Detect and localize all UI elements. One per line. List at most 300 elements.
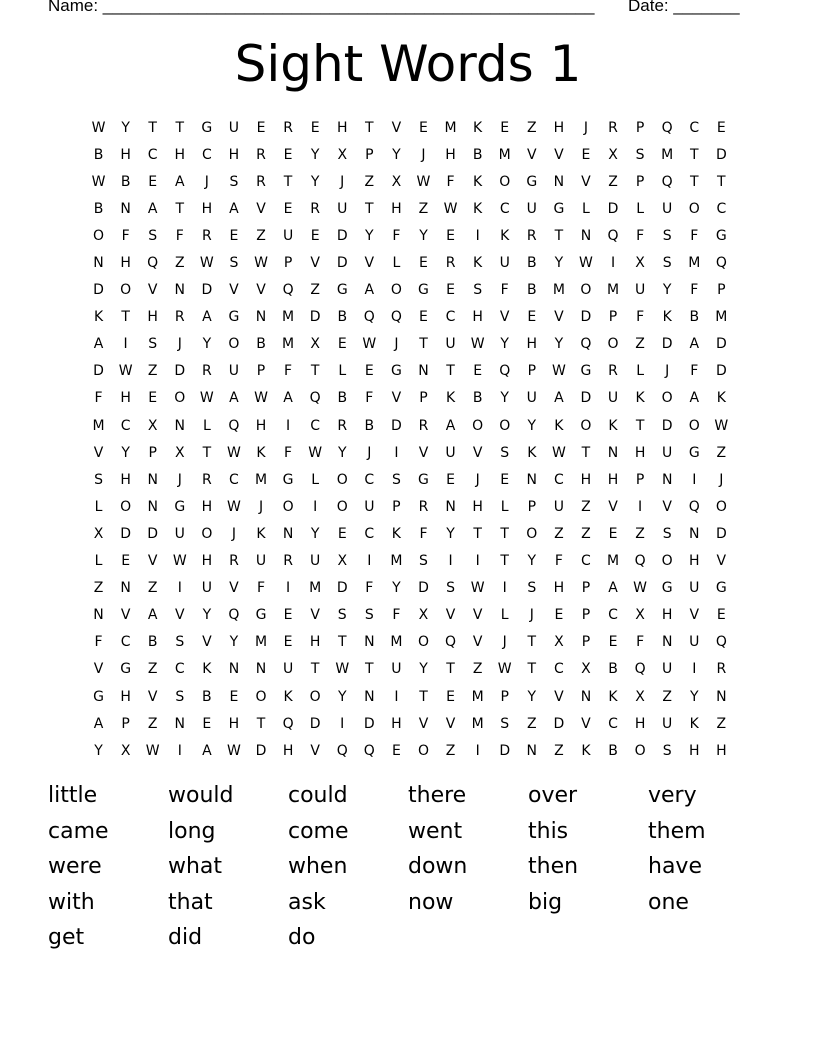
grid-letter: S: [662, 525, 672, 542]
grid-letter: T: [419, 336, 428, 353]
grid-letter: Y: [229, 634, 239, 651]
grid-letter: O: [688, 200, 700, 217]
grid-letter: T: [148, 119, 157, 136]
word-list-item: when: [288, 854, 348, 879]
grid-letter: O: [607, 336, 619, 353]
grid-letter: U: [634, 282, 646, 299]
grid-letter: H: [282, 742, 294, 759]
grid-letter: T: [365, 200, 374, 217]
grid-letter: W: [470, 580, 485, 597]
word-list-item: with: [48, 889, 95, 915]
grid-letter: Q: [688, 498, 700, 515]
word-list-item: down: [408, 854, 468, 879]
grid-letter: T: [310, 363, 320, 380]
grid-letter: T: [689, 173, 699, 190]
grid-letter: Y: [446, 525, 455, 542]
grid-letter: R: [418, 417, 429, 434]
grid-letter: E: [554, 607, 564, 624]
grid-letter: M: [390, 634, 403, 651]
grid-letter: R: [256, 173, 266, 190]
grid-letter: N: [228, 661, 240, 678]
grid-letter: Z: [662, 688, 672, 705]
grid-letter: I: [475, 742, 480, 759]
grid-letter: B: [147, 634, 158, 651]
grid-letter: C: [201, 146, 212, 163]
grid-letter: A: [229, 390, 239, 407]
grid-letter: H: [634, 444, 646, 461]
grid-letter: H: [201, 200, 213, 217]
grid-letter: H: [120, 471, 131, 488]
grid-letter: M: [661, 146, 674, 163]
grid-letter: U: [364, 498, 375, 515]
grid-letter: O: [309, 688, 321, 705]
grid-letter: O: [282, 498, 294, 515]
grid-letter: N: [120, 200, 131, 217]
grid-letter: V: [554, 146, 564, 163]
grid-letter: Q: [282, 715, 294, 732]
word-list-item: over: [528, 783, 578, 808]
grid-letter: S: [175, 634, 185, 651]
grid-letter: V: [716, 553, 727, 570]
grid-letter: E: [202, 715, 212, 732]
grid-letter: E: [419, 119, 428, 136]
grid-letter: V: [554, 309, 564, 326]
grid-letter: O: [580, 417, 592, 434]
grid-letter: F: [419, 525, 428, 542]
grid-letter: E: [716, 119, 726, 136]
grid-letter: J: [177, 471, 182, 488]
grid-letter: Y: [121, 119, 130, 136]
grid-letter: T: [337, 634, 347, 651]
grid-letter: O: [661, 390, 673, 407]
grid-letter: V: [120, 607, 131, 624]
grid-letter: J: [204, 173, 209, 190]
grid-letter: K: [554, 417, 564, 434]
grid-letter: H: [201, 498, 213, 515]
grid-letter: Z: [147, 715, 158, 732]
grid-letter: M: [282, 309, 295, 326]
grid-letter: C: [120, 634, 131, 651]
grid-row: [85, 114, 735, 141]
grid-letter: B: [472, 390, 483, 407]
grid-letter: G: [255, 607, 267, 624]
grid-letter: F: [636, 634, 645, 651]
grid-letter: V: [174, 607, 185, 624]
grid-letter: B: [526, 282, 537, 299]
grid-letter: D: [93, 282, 104, 299]
grid-letter: W: [91, 119, 106, 136]
grid-letter: P: [256, 363, 266, 380]
word-list-item: there: [408, 783, 467, 808]
grid-letter: V: [472, 444, 483, 461]
grid-letter: E: [608, 525, 618, 542]
grid-letter: V: [229, 282, 239, 299]
grid-letter: U: [662, 715, 673, 732]
word-list-item: do: [288, 925, 316, 950]
grid-letter: V: [364, 255, 375, 272]
grid-letter: O: [228, 336, 240, 353]
grid-letter: I: [502, 580, 507, 597]
grid-letter: M: [471, 715, 484, 732]
grid-letter: D: [580, 309, 592, 326]
grid-letter: D: [661, 417, 673, 434]
grid-letter: W: [254, 255, 268, 272]
grid-letter: S: [94, 471, 103, 488]
grid-letter: T: [527, 634, 537, 651]
grid-letter: Y: [662, 282, 672, 299]
word-list-item: then: [528, 854, 579, 879]
grid-letter: P: [283, 255, 293, 272]
grid-letter: Z: [581, 525, 591, 542]
grid-letter: R: [445, 255, 456, 272]
grid-letter: Y: [527, 553, 537, 570]
grid-letter: P: [717, 282, 726, 299]
grid-letter: V: [391, 390, 402, 407]
grid-letter: S: [662, 742, 672, 759]
grid-letter: Z: [364, 173, 375, 190]
word-list-item: long: [168, 818, 216, 844]
grid-letter: V: [662, 498, 672, 515]
grid-letter: G: [390, 363, 402, 380]
grid-letter: P: [581, 580, 591, 597]
grid-letter: T: [121, 309, 130, 326]
grid-letter: J: [340, 173, 345, 190]
grid-letter: C: [716, 200, 727, 217]
grid-letter: V: [499, 309, 510, 326]
grid-letter: R: [229, 553, 239, 570]
grid-letter: T: [554, 227, 564, 244]
grid-letter: E: [581, 146, 591, 163]
grid-letter: W: [633, 580, 648, 597]
grid-letter: J: [421, 146, 426, 163]
grid-letter: H: [688, 553, 700, 570]
grid-letter: I: [286, 417, 291, 434]
grid-letter: X: [581, 661, 591, 678]
grid-row: [85, 358, 735, 385]
grid-letter: J: [719, 471, 724, 488]
word-list-item: this: [528, 818, 569, 844]
grid-letter: H: [336, 119, 348, 136]
grid-letter: D: [661, 336, 673, 353]
grid-row: [85, 683, 735, 710]
grid-letter: E: [446, 227, 455, 244]
grid-letter: H: [445, 146, 456, 163]
grid-letter: Z: [526, 119, 537, 136]
grid-letter: E: [148, 390, 158, 407]
grid-letter: A: [93, 715, 104, 732]
grid-letter: R: [256, 146, 266, 163]
grid-letter: A: [283, 390, 293, 407]
grid-letter: U: [662, 200, 673, 217]
grid-letter: A: [174, 173, 185, 190]
grid-letter: H: [391, 715, 402, 732]
word-list-item: ask: [288, 889, 326, 915]
grid-letter: S: [148, 336, 158, 353]
grid-letter: F: [500, 282, 509, 299]
grid-letter: V: [608, 498, 618, 515]
grid-row: [85, 439, 735, 466]
grid-letter: E: [256, 119, 266, 136]
grid-letter: D: [715, 363, 727, 380]
grid-letter: Z: [554, 742, 564, 759]
grid-letter: G: [282, 471, 294, 488]
grid-letter: S: [391, 471, 401, 488]
grid-letter: U: [174, 525, 185, 542]
grid-letter: Q: [363, 309, 375, 326]
grid-letter: L: [500, 498, 509, 515]
grid-letter: D: [607, 200, 619, 217]
grid-letter: R: [201, 471, 212, 488]
grid-letter: E: [283, 146, 293, 163]
grid-letter: K: [473, 200, 483, 217]
grid-letter: Y: [527, 688, 537, 705]
word-list-item: what: [168, 854, 223, 879]
grid-letter: E: [229, 227, 239, 244]
grid-letter: C: [581, 553, 591, 570]
grid-letter: E: [310, 227, 320, 244]
grid-letter: X: [554, 634, 564, 651]
grid-letter: Q: [661, 119, 673, 136]
grid-letter: O: [526, 525, 538, 542]
grid-letter: S: [229, 173, 239, 190]
grid-letter: W: [227, 444, 241, 461]
grid-letter: P: [635, 173, 645, 190]
grid-letter: O: [120, 282, 132, 299]
grid-letter: E: [229, 688, 239, 705]
grid-letter: F: [392, 607, 401, 624]
grid-letter: H: [526, 336, 538, 353]
grid-letter: G: [120, 661, 132, 678]
grid-letter: W: [227, 498, 241, 515]
grid-letter: O: [499, 173, 511, 190]
grid-letter: Y: [392, 146, 401, 163]
grid-letter: P: [500, 688, 509, 705]
grid-letter: N: [661, 634, 673, 651]
name-field-line: Name: ____________________________________________________: [48, 0, 595, 15]
grid-letter: H: [688, 742, 700, 759]
grid-letter: W: [714, 417, 729, 434]
grid-letter: T: [717, 173, 726, 190]
grid-letter: H: [553, 119, 565, 136]
grid-letter: J: [529, 607, 534, 624]
grid-letter: Y: [310, 525, 320, 542]
grid-letter: N: [282, 525, 294, 542]
grid-letter: S: [337, 607, 347, 624]
grid-letter: P: [581, 634, 591, 651]
grid-letter: N: [255, 309, 267, 326]
grid-letter: V: [229, 580, 239, 597]
word-list-item: have: [648, 854, 702, 879]
grid-letter: J: [177, 336, 182, 353]
grid-letter: V: [445, 607, 456, 624]
grid-letter: V: [147, 282, 158, 299]
grid-letter: O: [634, 742, 646, 759]
grid-letter: V: [418, 444, 429, 461]
grid-letter: Z: [716, 444, 727, 461]
grid-letter: Y: [202, 336, 212, 353]
grid-letter: F: [636, 309, 645, 326]
grid-letter: T: [500, 525, 509, 542]
grid-letter: W: [579, 255, 593, 272]
grid-letter: T: [689, 146, 699, 163]
grid-row: [85, 493, 735, 520]
grid-letter: F: [690, 282, 699, 299]
grid-letter: M: [254, 634, 268, 651]
grid-letter: L: [338, 363, 347, 380]
grid-letter: R: [174, 309, 185, 326]
grid-letter: D: [580, 390, 592, 407]
grid-letter: Z: [581, 498, 591, 515]
grid-letter: P: [527, 363, 537, 380]
grid-letter: K: [93, 309, 104, 326]
grid-letter: S: [419, 553, 428, 570]
grid-letter: K: [581, 742, 591, 759]
grid-letter: T: [527, 661, 537, 678]
grid-letter: M: [444, 119, 457, 136]
grid-letter: X: [608, 146, 618, 163]
grid-letter: A: [445, 417, 456, 434]
grid-letter: Y: [337, 444, 347, 461]
grid-letter: H: [391, 200, 402, 217]
grid-letter: Q: [715, 255, 727, 272]
word-list-item: would: [168, 783, 234, 808]
grid-letter: B: [93, 200, 104, 217]
grid-letter: K: [689, 715, 699, 732]
grid-letter: A: [689, 336, 700, 353]
grid-letter: U: [310, 553, 321, 570]
grid-letter: D: [174, 363, 186, 380]
grid-row: [85, 249, 735, 276]
grid-letter: G: [418, 471, 429, 488]
grid-letter: O: [336, 471, 348, 488]
grid-letter: H: [201, 553, 213, 570]
grid-letter: E: [121, 553, 131, 570]
grid-row: [85, 466, 735, 493]
grid-letter: P: [365, 146, 374, 163]
grid-letter: T: [175, 119, 185, 136]
grid-letter: T: [446, 363, 455, 380]
grid-letter: Q: [390, 309, 402, 326]
grid-letter: V: [581, 173, 591, 190]
grid-letter: Y: [392, 580, 401, 597]
grid-letter: E: [148, 173, 158, 190]
grid-letter: Z: [174, 255, 185, 272]
grid-letter: Z: [147, 580, 158, 597]
grid-letter: E: [283, 607, 293, 624]
grid-letter: U: [282, 227, 294, 244]
grid-letter: K: [473, 173, 483, 190]
grid-letter: R: [337, 417, 348, 434]
grid-letter: S: [364, 607, 374, 624]
grid-letter: U: [526, 390, 537, 407]
grid-letter: Q: [607, 227, 619, 244]
grid-letter: W: [443, 200, 458, 217]
grid-letter: S: [527, 580, 537, 597]
grid-letter: Q: [309, 390, 321, 407]
grid-letter: B: [608, 661, 618, 678]
grid-letter: I: [177, 580, 182, 597]
grid-letter: A: [147, 200, 158, 217]
grid-letter: E: [716, 607, 726, 624]
grid-letter: G: [715, 580, 727, 597]
grid-letter: W: [416, 173, 431, 190]
grid-letter: E: [419, 309, 428, 326]
grid-letter: E: [283, 634, 293, 651]
grid-letter: C: [147, 146, 158, 163]
grid-letter: K: [635, 390, 645, 407]
grid-letter: Z: [526, 715, 537, 732]
word-list-item: could: [288, 783, 348, 808]
grid-letter: G: [336, 282, 348, 299]
grid-letter: N: [364, 634, 375, 651]
grid-letter: O: [472, 417, 484, 434]
grid-letter: Z: [418, 200, 429, 217]
word-list-item: now: [408, 889, 454, 915]
grid-letter: S: [473, 282, 483, 299]
grid-letter: V: [554, 688, 564, 705]
grid-letter: J: [475, 471, 480, 488]
grid-letter: N: [174, 417, 186, 434]
grid-letter: U: [228, 119, 240, 136]
grid-row: [85, 277, 735, 304]
grid-letter: S: [446, 580, 455, 597]
grid-letter: X: [337, 553, 348, 570]
grid-letter: H: [634, 715, 646, 732]
page-title: Sight Words 1: [234, 35, 582, 93]
grid-letter: O: [580, 282, 592, 299]
grid-letter: G: [580, 363, 592, 380]
grid-letter: H: [120, 390, 131, 407]
grid-letter: D: [120, 525, 131, 542]
grid-letter: D: [336, 580, 348, 597]
grid-letter: O: [120, 498, 132, 515]
grid-letter: E: [527, 309, 537, 326]
grid-row: [85, 656, 735, 683]
grid-letter: U: [201, 580, 212, 597]
grid-letter: F: [365, 580, 374, 597]
word-search-grid: [85, 114, 735, 764]
grid-letter: N: [445, 498, 456, 515]
grid-letter: I: [610, 255, 616, 272]
grid-letter: W: [497, 661, 512, 678]
grid-letter: M: [92, 417, 105, 434]
grid-letter: X: [391, 173, 402, 190]
grid-letter: W: [227, 742, 241, 759]
grid-letter: V: [310, 255, 320, 272]
grid-letter: A: [229, 200, 239, 217]
grid-letter: F: [94, 390, 103, 407]
grid-letter: F: [256, 580, 266, 597]
grid-letter: Y: [202, 607, 212, 624]
grid-letter: W: [551, 363, 566, 380]
grid-letter: V: [147, 688, 158, 705]
grid-letter: B: [120, 173, 131, 190]
grid-letter: F: [636, 227, 645, 244]
grid-letter: J: [394, 336, 399, 353]
grid-letter: X: [337, 146, 348, 163]
grid-letter: T: [175, 200, 185, 217]
grid-letter: I: [475, 227, 480, 244]
grid-letter: P: [635, 119, 645, 136]
grid-letter: N: [93, 607, 104, 624]
grid-letter: Z: [93, 580, 104, 597]
grid-letter: G: [715, 227, 727, 244]
word-list-item: one: [648, 889, 689, 915]
grid-letter: B: [526, 255, 537, 272]
grid-letter: R: [283, 553, 293, 570]
grid-letter: G: [688, 444, 700, 461]
grid-letter: N: [93, 255, 104, 272]
